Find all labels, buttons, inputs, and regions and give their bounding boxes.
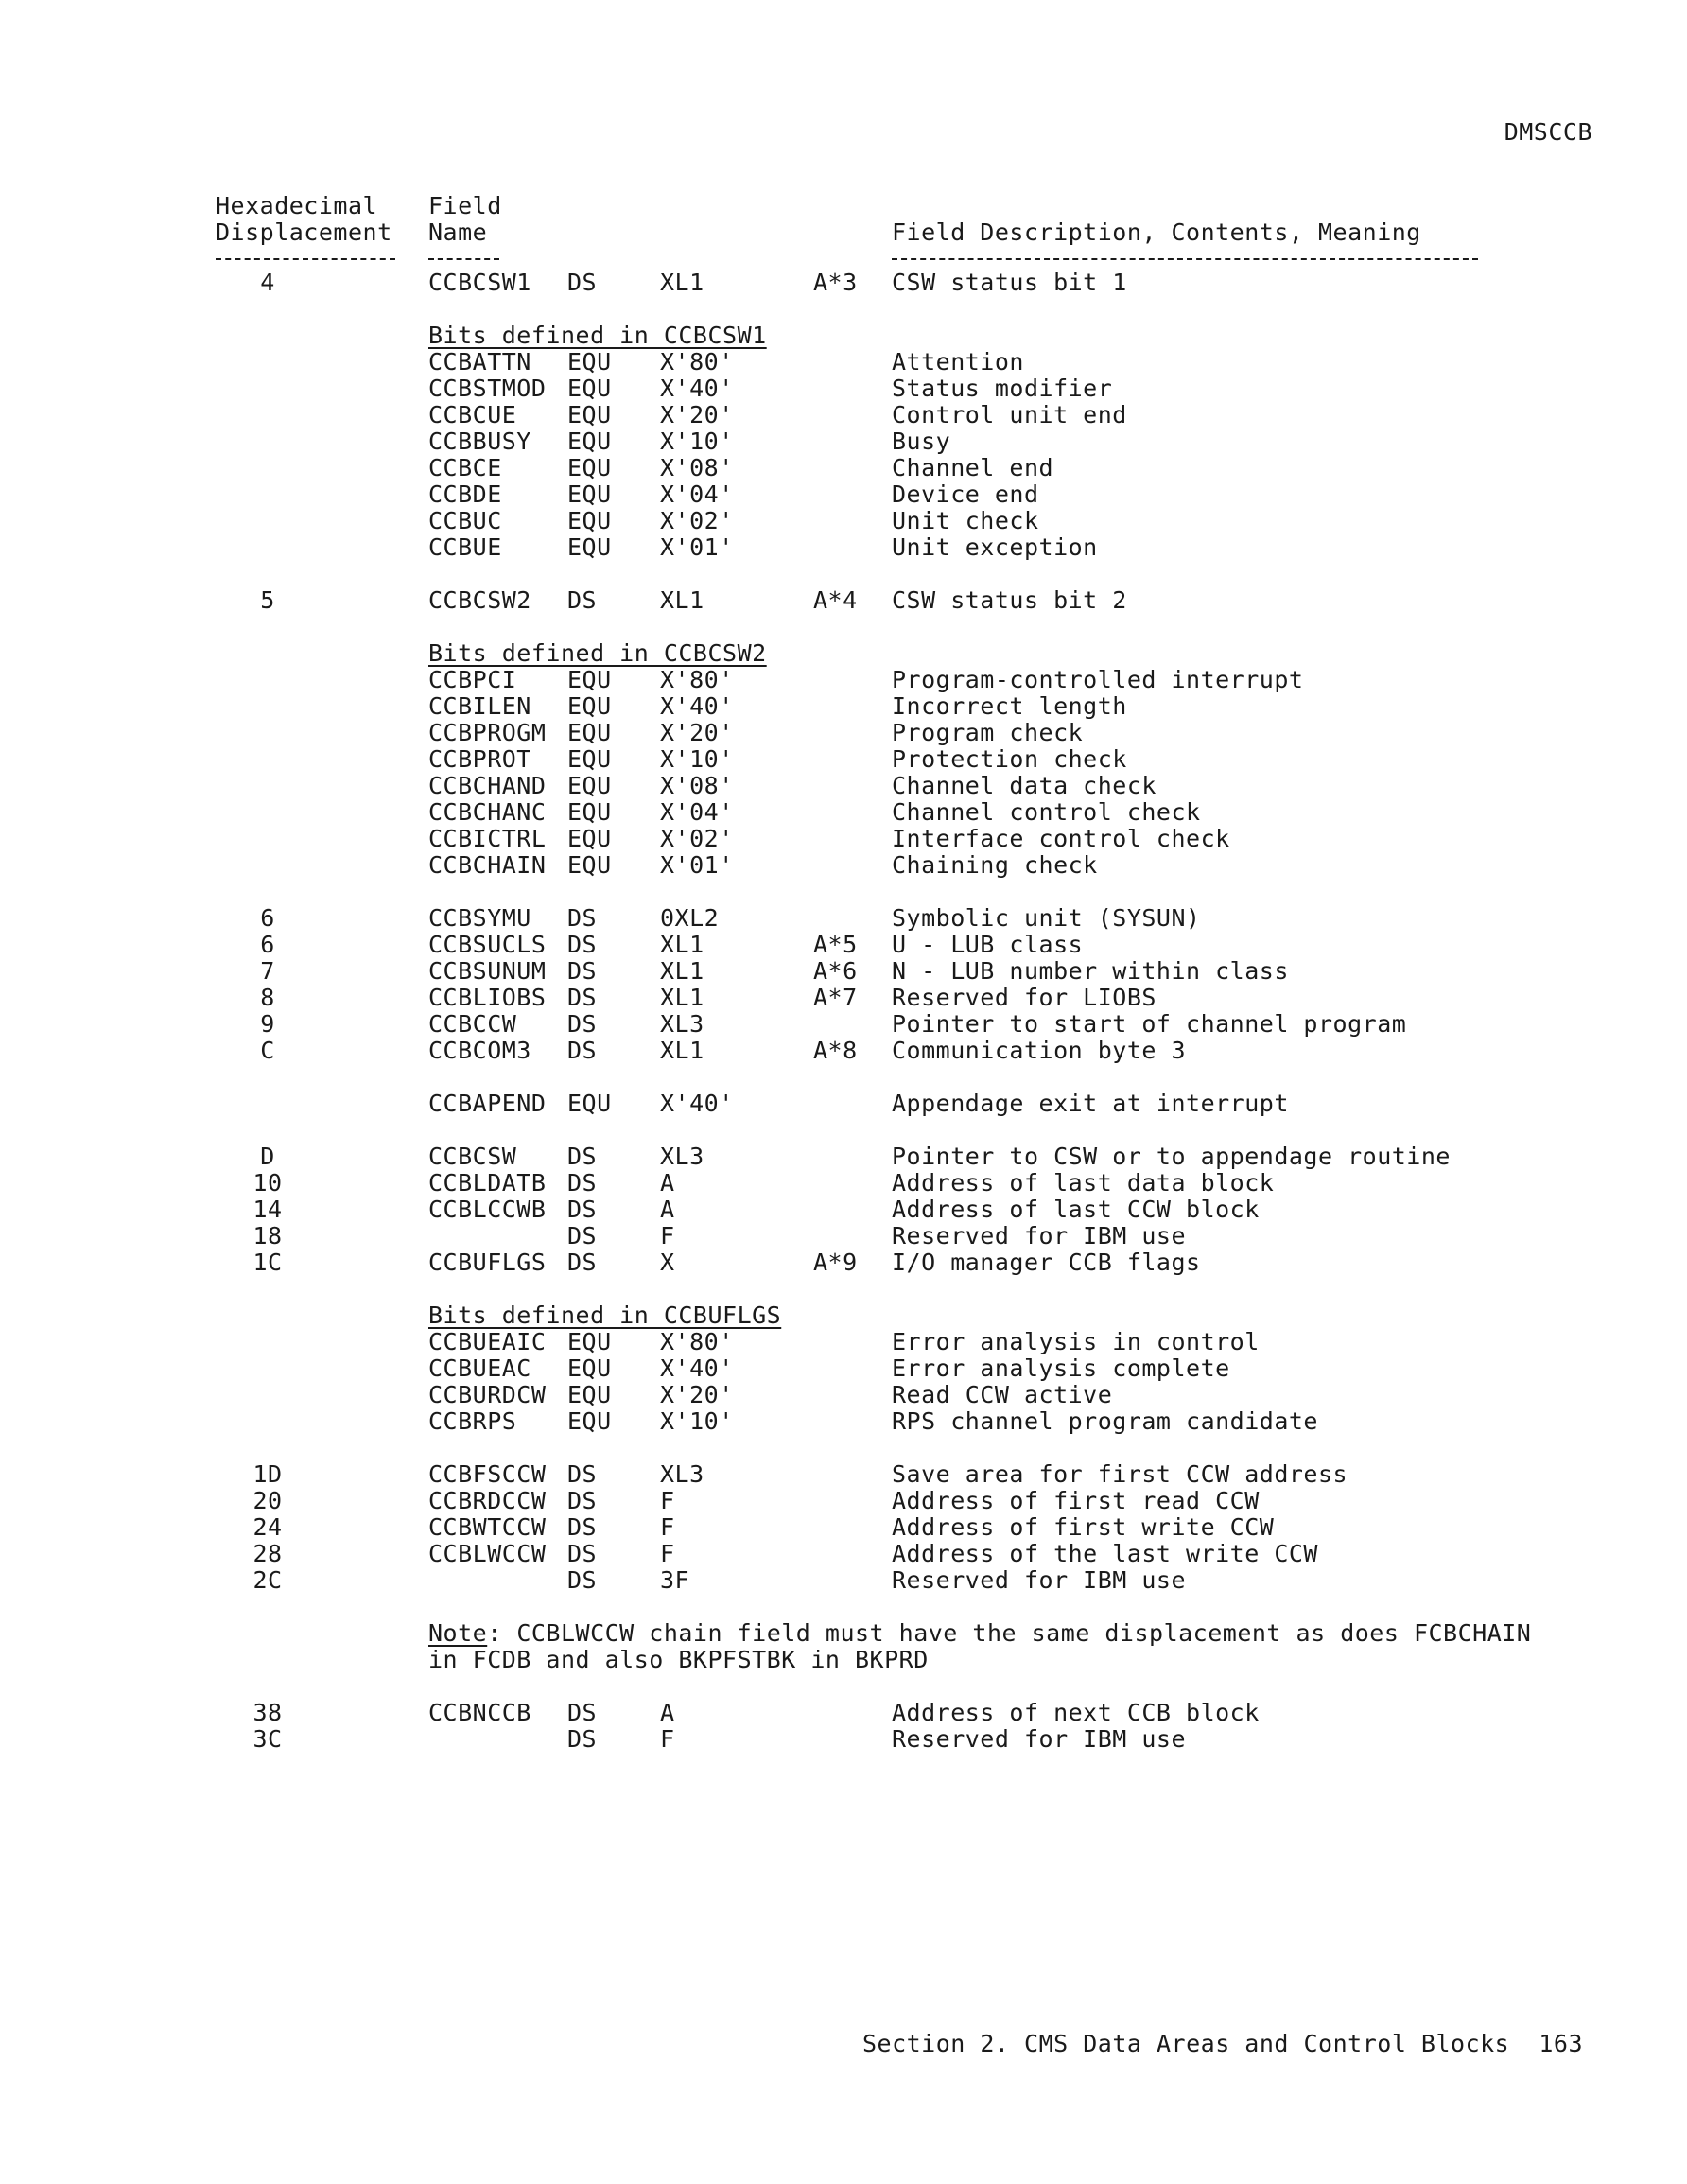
- row-description: Symbolic unit (SYSUN): [892, 904, 1201, 932]
- table-row: [0, 1699, 1687, 1725]
- table-row: [0, 904, 1687, 931]
- row-length: 0XL2: [660, 904, 720, 932]
- row-description: Incorrect length: [892, 692, 1127, 720]
- field-table: [0, 269, 1687, 1593]
- page-footer: [862, 2030, 1583, 2057]
- row-field-name: CCBPROT: [428, 745, 531, 773]
- row-description: Address of last data block: [892, 1169, 1275, 1197]
- row-displacement: 24: [252, 1513, 283, 1541]
- row-length: F: [660, 1725, 675, 1753]
- row-length: X'02': [660, 825, 734, 852]
- row-length: X'40': [660, 692, 734, 720]
- row-length: 3F: [660, 1566, 690, 1594]
- row-op: DS: [567, 1222, 598, 1249]
- row-field-name: CCBSYMU: [428, 904, 531, 932]
- row-description: Address of first read CCW: [892, 1487, 1260, 1514]
- table-row: [0, 745, 1687, 772]
- subheading-text: Bits defined in CCBCSW2: [428, 639, 767, 667]
- table-row: [0, 375, 1687, 401]
- row-length: X'01': [660, 533, 734, 561]
- table-row: [0, 1487, 1687, 1513]
- row-description: N - LUB number within class: [892, 957, 1289, 985]
- row-length: X'10': [660, 745, 734, 773]
- table-row: [0, 719, 1687, 745]
- row-displacement: 20: [252, 1487, 283, 1514]
- table-row: [0, 401, 1687, 428]
- table-row: [0, 1540, 1687, 1566]
- row-field-name: CCBUFLGS: [428, 1249, 547, 1276]
- row-description: Read CCW active: [892, 1381, 1113, 1408]
- row-op: DS: [567, 1143, 598, 1170]
- table-row: [0, 1169, 1687, 1196]
- row-description: Status modifier: [892, 375, 1113, 402]
- row-op: EQU: [567, 348, 612, 376]
- row-op: EQU: [567, 825, 612, 852]
- table-row: [0, 1143, 1687, 1169]
- table-row: [0, 825, 1687, 851]
- table-row: [0, 1566, 1687, 1593]
- row-description: Appendage exit at interrupt: [892, 1090, 1289, 1117]
- table-row: [0, 692, 1687, 719]
- table-row: [0, 772, 1687, 798]
- table-row: [0, 586, 1687, 613]
- row-description: Unit exception: [892, 533, 1098, 561]
- subheading-text: Bits defined in CCBUFLGS: [428, 1302, 782, 1329]
- table-row: [0, 533, 1687, 560]
- row-length: X'04': [660, 798, 734, 826]
- row-displacement: 3C: [252, 1725, 283, 1753]
- row-description: Control unit end: [892, 401, 1127, 428]
- row-field-name: CCBNCCB: [428, 1699, 531, 1726]
- table-row: [0, 1196, 1687, 1222]
- row-field-name: CCBUC: [428, 507, 502, 534]
- row-description: Program check: [892, 719, 1084, 746]
- row-displacement: 10: [252, 1169, 283, 1197]
- row-displacement: 8: [260, 984, 275, 1011]
- row-description: CSW status bit 1: [892, 269, 1127, 296]
- row-length: X'80': [660, 1328, 734, 1355]
- table-row: [0, 931, 1687, 957]
- row-op: DS: [567, 1196, 598, 1223]
- row-field-name: CCBRPS: [428, 1407, 517, 1435]
- table-row: [0, 957, 1687, 984]
- row-length: X'40': [660, 1354, 734, 1382]
- row-length: F: [660, 1487, 675, 1514]
- row-field-name: CCBUEAIC: [428, 1328, 547, 1355]
- row-description: Program-controlled interrupt: [892, 666, 1304, 693]
- row-field-name: CCBCOM3: [428, 1037, 531, 1064]
- column-header-displacement-line2: Displacement: [216, 218, 392, 246]
- row-spacer: [0, 613, 1687, 639]
- row-field-name: CCBCSW: [428, 1143, 517, 1170]
- row-op: EQU: [567, 454, 612, 481]
- table-row: [0, 798, 1687, 825]
- row-description: Reserved for IBM use: [892, 1566, 1187, 1594]
- row-length: X'40': [660, 1090, 734, 1117]
- row-attribute: A*6: [813, 957, 858, 985]
- row-length: X'40': [660, 375, 734, 402]
- field-table-tail: [0, 1699, 1687, 1752]
- table-row: [0, 1381, 1687, 1407]
- row-op: DS: [567, 931, 598, 958]
- row-op: DS: [567, 586, 598, 614]
- column-rule-field: [428, 258, 499, 260]
- column-header-displacement-line1: Hexadecimal: [216, 192, 378, 219]
- table-row: [0, 1328, 1687, 1354]
- row-description: Protection check: [892, 745, 1127, 773]
- row-field-name: CCBLDATB: [428, 1169, 547, 1197]
- page-header-code: DMSCCB: [1504, 118, 1592, 146]
- row-field-name: CCBLIOBS: [428, 984, 547, 1011]
- row-displacement: 2C: [252, 1566, 283, 1594]
- row-spacer: [0, 1434, 1687, 1460]
- row-displacement: 9: [260, 1010, 275, 1038]
- row-op: EQU: [567, 507, 612, 534]
- row-op: DS: [567, 957, 598, 985]
- table-row: [0, 480, 1687, 507]
- row-description: CSW status bit 2: [892, 586, 1127, 614]
- row-length: XL3: [660, 1143, 704, 1170]
- table-row: [0, 984, 1687, 1010]
- page-number: 163: [1539, 2030, 1583, 2057]
- row-length: X'01': [660, 851, 734, 879]
- row-op: DS: [567, 1010, 598, 1038]
- row-spacer: [0, 1275, 1687, 1302]
- row-attribute: A*5: [813, 931, 858, 958]
- row-displacement: 1D: [252, 1460, 283, 1488]
- row-op: DS: [567, 1566, 598, 1594]
- row-displacement: 5: [260, 586, 275, 614]
- row-description: Address of next CCB block: [892, 1699, 1260, 1726]
- row-displacement: 1C: [252, 1249, 283, 1276]
- row-op: EQU: [567, 772, 612, 799]
- row-description: Pointer to start of channel program: [892, 1010, 1407, 1038]
- row-length: XL1: [660, 586, 704, 614]
- row-op: DS: [567, 1249, 598, 1276]
- note-text-2: in FCDB and also BKPFSTBK in BKPRD: [428, 1646, 929, 1673]
- row-field-name: CCBCSW1: [428, 269, 531, 296]
- row-op: DS: [567, 1037, 598, 1064]
- row-length: F: [660, 1222, 675, 1249]
- row-field-name: CCBLCCWB: [428, 1196, 547, 1223]
- table-row: [0, 454, 1687, 480]
- table-row: [0, 428, 1687, 454]
- row-field-name: CCBCSW2: [428, 586, 531, 614]
- row-op: EQU: [567, 428, 612, 455]
- row-length: X'08': [660, 772, 734, 799]
- row-displacement: 6: [260, 904, 275, 932]
- column-rule-displacement: [216, 258, 395, 260]
- table-row: [0, 1037, 1687, 1063]
- note-line-1: [428, 1619, 1531, 1647]
- row-length: X'10': [660, 428, 734, 455]
- row-op: DS: [567, 904, 598, 932]
- row-length: XL3: [660, 1460, 704, 1488]
- row-field-name: CCBSUCLS: [428, 931, 547, 958]
- row-field-name: CCBATTN: [428, 348, 531, 376]
- row-attribute: A*9: [813, 1249, 858, 1276]
- row-op: DS: [567, 1169, 598, 1197]
- table-row: [0, 1725, 1687, 1752]
- row-op: EQU: [567, 1328, 612, 1355]
- row-field-name: CCBBUSY: [428, 428, 531, 455]
- row-displacement: 14: [252, 1196, 283, 1223]
- row-description: Device end: [892, 480, 1039, 508]
- row-attribute: A*3: [813, 269, 858, 296]
- table-row: [0, 1460, 1687, 1487]
- footer-text: Section 2. CMS Data Areas and Control Blocks: [861, 2030, 1510, 2057]
- table-row: [0, 1354, 1687, 1381]
- row-field-name: CCBLWCCW: [428, 1540, 547, 1567]
- row-length: A: [660, 1169, 675, 1197]
- row-description: Channel end: [892, 454, 1054, 481]
- table-row: [0, 1513, 1687, 1540]
- note-text-1: : CCBLWCCW chain field must have the same displacement as does FCBCHAIN: [487, 1619, 1532, 1647]
- table-row: [0, 348, 1687, 375]
- row-length: F: [660, 1513, 675, 1541]
- table-row: [0, 269, 1687, 295]
- row-op: DS: [567, 1725, 598, 1753]
- row-field-name: CCBILEN: [428, 692, 531, 720]
- row-description: Reserved for LIOBS: [892, 984, 1157, 1011]
- table-row: [0, 507, 1687, 533]
- row-description: RPS channel program candidate: [892, 1407, 1318, 1435]
- row-op: DS: [567, 1540, 598, 1567]
- row-op: EQU: [567, 1090, 612, 1117]
- row-field-name: CCBCHAND: [428, 772, 547, 799]
- row-description: Pointer to CSW or to appendage routine: [892, 1143, 1451, 1170]
- row-field-name: CCBWTCCW: [428, 1513, 547, 1541]
- row-spacer: [0, 295, 1687, 322]
- row-op: DS: [567, 1513, 598, 1541]
- row-length: XL1: [660, 984, 704, 1011]
- row-op: EQU: [567, 666, 612, 693]
- table-row: [0, 1407, 1687, 1434]
- row-op: EQU: [567, 1407, 612, 1435]
- note-label: Note: [428, 1619, 488, 1647]
- row-displacement: 28: [252, 1540, 283, 1567]
- row-op: EQU: [567, 719, 612, 746]
- row-displacement: C: [260, 1037, 275, 1064]
- row-description: Reserved for IBM use: [892, 1222, 1187, 1249]
- row-length: X'80': [660, 348, 734, 376]
- row-length: X'20': [660, 719, 734, 746]
- bits-defined-subheading: [0, 639, 1687, 666]
- row-description: Error analysis in control: [892, 1328, 1260, 1355]
- row-displacement: D: [260, 1143, 275, 1170]
- row-length: XL1: [660, 931, 704, 958]
- row-op: EQU: [567, 798, 612, 826]
- row-description: Chaining check: [892, 851, 1098, 879]
- row-length: X'80': [660, 666, 734, 693]
- row-length: A: [660, 1196, 675, 1223]
- row-description: Channel data check: [892, 772, 1157, 799]
- row-attribute: A*7: [813, 984, 858, 1011]
- row-displacement: 38: [252, 1699, 283, 1726]
- row-description: Save area for first CCW address: [892, 1460, 1348, 1488]
- row-displacement: 7: [260, 957, 275, 985]
- row-description: Address of first write CCW: [892, 1513, 1275, 1541]
- row-field-name: CCBSUNUM: [428, 957, 547, 985]
- row-length: X'20': [660, 401, 734, 428]
- row-field-name: CCBCUE: [428, 401, 517, 428]
- column-header-description: Field Description, Contents, Meaning: [892, 218, 1421, 246]
- row-op: EQU: [567, 401, 612, 428]
- row-op: DS: [567, 1487, 598, 1514]
- row-field-name: CCBUEAC: [428, 1354, 531, 1382]
- row-length: X: [660, 1249, 675, 1276]
- row-spacer: [0, 560, 1687, 586]
- row-description: Channel control check: [892, 798, 1201, 826]
- row-length: X'20': [660, 1381, 734, 1408]
- row-op: EQU: [567, 375, 612, 402]
- row-length: F: [660, 1540, 675, 1567]
- table-row: [0, 666, 1687, 692]
- row-field-name: CCBICTRL: [428, 825, 547, 852]
- row-description: Interface control check: [892, 825, 1230, 852]
- row-op: EQU: [567, 692, 612, 720]
- row-length: XL1: [660, 957, 704, 985]
- table-row: [0, 1090, 1687, 1116]
- row-op: DS: [567, 1699, 598, 1726]
- table-row: [0, 851, 1687, 878]
- row-op: EQU: [567, 1381, 612, 1408]
- row-field-name: CCBPROGM: [428, 719, 547, 746]
- row-op: EQU: [567, 480, 612, 508]
- row-description: Reserved for IBM use: [892, 1725, 1187, 1753]
- note-line-2: [428, 1646, 929, 1673]
- row-displacement: 18: [252, 1222, 283, 1249]
- row-field-name: CCBAPEND: [428, 1090, 547, 1117]
- row-field-name: CCBCCW: [428, 1010, 517, 1038]
- row-description: Error analysis complete: [892, 1354, 1230, 1382]
- row-op: DS: [567, 1460, 598, 1488]
- row-spacer: [0, 1063, 1687, 1090]
- row-field-name: CCBUE: [428, 533, 502, 561]
- row-field-name: CCBSTMOD: [428, 375, 547, 402]
- bits-defined-subheading: [0, 1302, 1687, 1328]
- column-header-field-line1: Field: [428, 192, 502, 219]
- row-description: Attention: [892, 348, 1024, 376]
- row-op: EQU: [567, 533, 612, 561]
- row-spacer: [0, 878, 1687, 904]
- table-row: [0, 1249, 1687, 1275]
- row-field-name: CCBFSCCW: [428, 1460, 547, 1488]
- column-rule-description: [892, 258, 1478, 260]
- row-field-name: CCBURDCW: [428, 1381, 547, 1408]
- row-length: X'04': [660, 480, 734, 508]
- row-field-name: CCBRDCCW: [428, 1487, 547, 1514]
- row-spacer: [0, 1116, 1687, 1143]
- row-description: Address of the last write CCW: [892, 1540, 1318, 1567]
- row-description: Communication byte 3: [892, 1037, 1187, 1064]
- row-attribute: A*8: [813, 1037, 858, 1064]
- row-description: U - LUB class: [892, 931, 1084, 958]
- row-op: DS: [567, 269, 598, 296]
- row-op: EQU: [567, 1354, 612, 1382]
- table-row: [0, 1222, 1687, 1249]
- row-length: X'02': [660, 507, 734, 534]
- row-length: X'10': [660, 1407, 734, 1435]
- column-header-field-line2: Name: [428, 218, 488, 246]
- row-attribute: A*4: [813, 586, 858, 614]
- row-field-name: CCBDE: [428, 480, 502, 508]
- row-displacement: 6: [260, 931, 275, 958]
- bits-defined-subheading: [0, 322, 1687, 348]
- row-length: X'08': [660, 454, 734, 481]
- row-description: Address of last CCW block: [892, 1196, 1260, 1223]
- row-op: DS: [567, 984, 598, 1011]
- row-description: I/O manager CCB flags: [892, 1249, 1201, 1276]
- row-length: XL1: [660, 1037, 704, 1064]
- row-op: EQU: [567, 745, 612, 773]
- row-length: XL1: [660, 269, 704, 296]
- row-displacement: 4: [260, 269, 275, 296]
- row-description: Unit check: [892, 507, 1039, 534]
- table-row: [0, 1010, 1687, 1037]
- row-field-name: CCBPCI: [428, 666, 517, 693]
- row-field-name: CCBCHANC: [428, 798, 547, 826]
- row-field-name: CCBCHAIN: [428, 851, 547, 879]
- row-length: A: [660, 1699, 675, 1726]
- row-field-name: CCBCE: [428, 454, 502, 481]
- row-op: EQU: [567, 851, 612, 879]
- row-description: Busy: [892, 428, 951, 455]
- subheading-text: Bits defined in CCBCSW1: [428, 322, 767, 349]
- row-length: XL3: [660, 1010, 704, 1038]
